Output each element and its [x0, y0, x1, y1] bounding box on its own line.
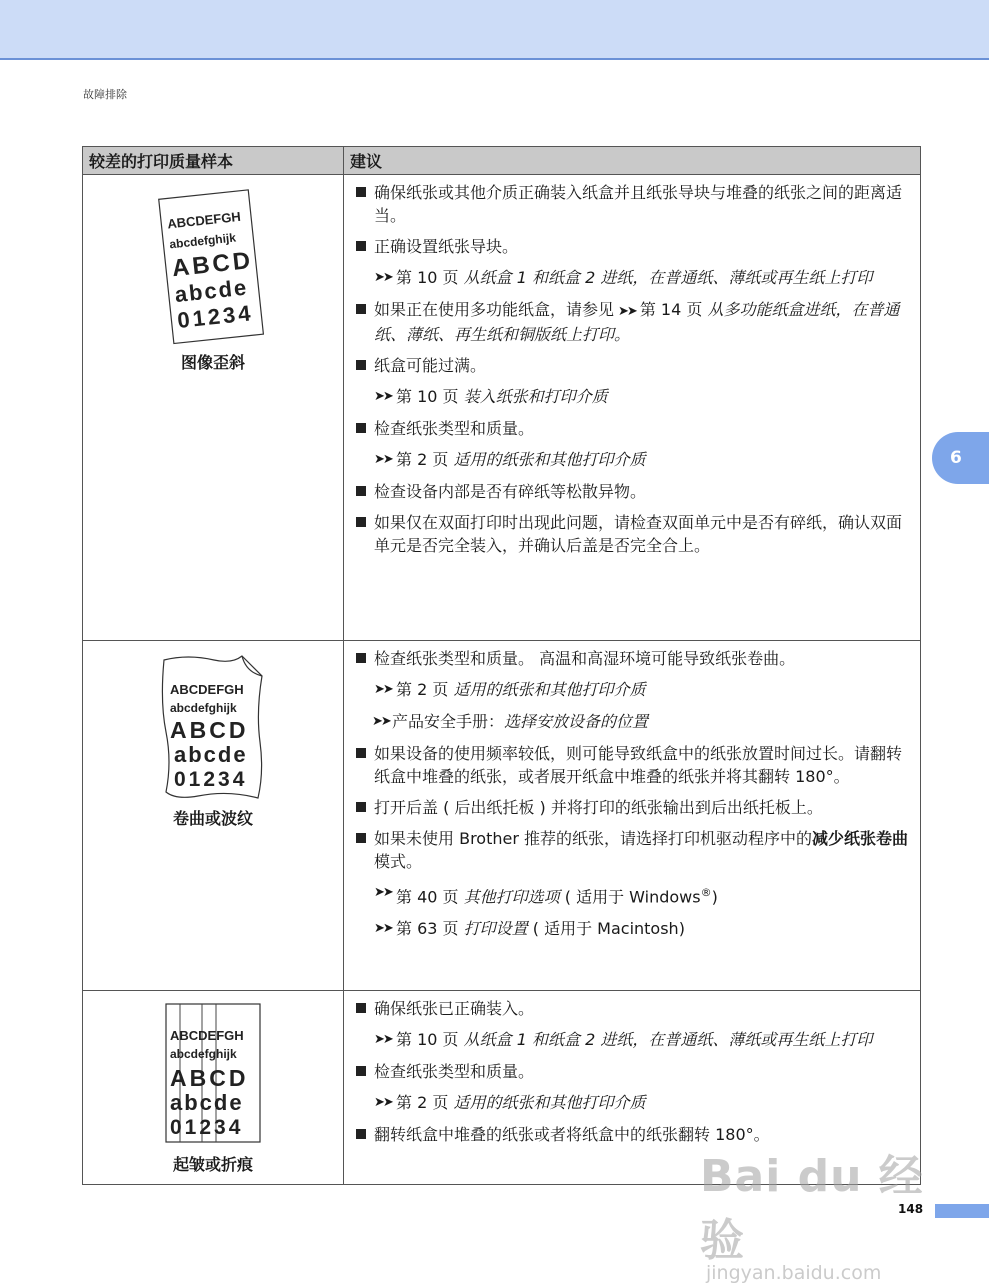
sample-caption: 卷曲或波纹	[172, 809, 253, 828]
ref-title[interactable]: 选择安放设备的位置	[504, 712, 649, 731]
list-item	[354, 1060, 914, 1083]
item-text: 如果设备的使用频率较低，则可能导致纸盒中的纸张放置时间过长。请翻转纸盒中堆叠的纸张，或者展开纸盒中堆叠的纸张并将其翻转 180°。	[374, 744, 903, 786]
list-item	[354, 511, 914, 557]
curled-page-icon	[158, 652, 268, 802]
item-text: 检查设备内部是否有碎纸等松散异物。	[374, 482, 647, 501]
ref-suffix: ( 适用于 Windows	[564, 887, 701, 907]
cross-reference[interactable]	[354, 266, 914, 289]
double-arrow-icon: ➤➤	[618, 304, 636, 319]
sample-line: 01234	[176, 300, 255, 333]
cross-reference[interactable]	[354, 678, 914, 701]
advice-cell	[344, 175, 921, 641]
cross-reference[interactable]	[354, 1091, 914, 1114]
double-arrow-icon: ➤➤	[374, 682, 392, 697]
list-item	[354, 997, 914, 1020]
ref-suffix: ( 适用于 Macintosh)	[532, 919, 685, 939]
sample-line: abcdefghijk	[168, 230, 237, 252]
square-bullet-icon	[356, 1066, 366, 1076]
item-text: 检查纸张类型和质量。	[374, 1062, 535, 1081]
square-bullet-icon	[356, 241, 366, 251]
cross-reference[interactable]	[354, 881, 914, 908]
item-text: 正确设置纸张导块。	[374, 237, 519, 256]
sample-line: abcde	[174, 742, 248, 767]
page-number: 148	[898, 1202, 924, 1216]
square-bullet-icon	[356, 423, 366, 433]
double-arrow-icon: ➤➤	[374, 1095, 392, 1110]
ref-title[interactable]: 从多功能纸盒进纸，在普通纸、薄纸、再生纸和铜版纸上打印。	[374, 300, 900, 344]
ref-page: 第 2 页	[396, 1093, 449, 1112]
chapter-number: 6	[950, 448, 962, 468]
sample-line: 01234	[174, 768, 248, 791]
ref-title[interactable]: 从纸盒 1 和纸盒 2 进纸，在普通纸、薄纸或再生纸上打印	[463, 1030, 873, 1049]
table-row	[83, 991, 921, 1185]
list-item	[354, 1123, 914, 1146]
watermark-main: Bai du 经验	[700, 1151, 924, 1266]
double-arrow-icon: ➤➤	[374, 270, 392, 285]
ref-title[interactable]: 打印设置	[463, 919, 528, 939]
registered-mark: ®	[700, 886, 712, 899]
footer-bar	[935, 1204, 989, 1218]
cross-reference[interactable]	[354, 710, 914, 733]
list-item	[354, 354, 914, 377]
sample-caption: 起皱或折痕	[172, 1155, 253, 1174]
double-arrow-icon: ➤➤	[374, 885, 392, 900]
cross-reference[interactable]	[354, 1028, 914, 1051]
square-bullet-icon	[356, 1129, 366, 1139]
cross-reference[interactable]	[354, 917, 914, 940]
advice-cell	[344, 991, 921, 1185]
list-item	[354, 827, 914, 873]
cross-reference[interactable]	[354, 385, 914, 408]
skewed-page-icon	[158, 186, 268, 346]
item-bold-text: 减少纸张卷曲	[812, 829, 909, 848]
ref-page: 第 63 页	[396, 919, 459, 939]
ref-page: 第 10 页	[396, 268, 459, 287]
double-arrow-icon: ➤➤	[372, 714, 390, 729]
item-text: 检查纸张类型和质量。 高温和高湿环境可能导致纸张卷曲。	[374, 649, 796, 668]
sample-line: abcdefghijk	[170, 701, 237, 715]
list-item	[354, 796, 914, 819]
watermark-sub: jingyan.baidu.com	[706, 1262, 882, 1284]
section-label: 故障排除	[83, 88, 127, 101]
ref-suffix: )	[711, 887, 718, 907]
square-bullet-icon	[356, 1003, 366, 1013]
ref-title[interactable]: 从纸盒 1 和纸盒 2 进纸，在普通纸、薄纸或再生纸上打印	[463, 268, 873, 287]
table-header-row	[83, 147, 921, 175]
ref-page: 第 10 页	[396, 387, 459, 406]
ref-title[interactable]: 适用的纸张和其他打印介质	[453, 1093, 646, 1112]
square-bullet-icon	[356, 517, 366, 527]
sample-line: abcde	[173, 274, 250, 308]
ref-page: 第 2 页	[396, 680, 449, 699]
ref-page: 第 2 页	[396, 450, 449, 469]
item-text: 如果仅在双面打印时出现此问题，请检查双面单元中是否有碎纸，确认双面单元是否完全装入，并确认后盖是否完全合上。	[374, 513, 903, 555]
ref-title[interactable]: 其他打印选项	[463, 887, 560, 907]
list-item	[354, 417, 914, 440]
double-arrow-icon: ➤➤	[374, 1032, 392, 1047]
table-row	[83, 175, 921, 641]
sample-line: ABCDEFGH	[166, 208, 242, 232]
sample-line: 01234	[170, 1116, 244, 1139]
item-text: 打开后盖 ( 后出纸托板 ) 并将打印的纸张输出到后出纸托板上。	[374, 798, 823, 817]
list-item	[354, 480, 914, 503]
item-text: 翻转纸盒中堆叠的纸张或者将纸盒中的纸张翻转 180°。	[374, 1125, 770, 1144]
item-text: 模式。	[374, 852, 423, 871]
ref-title[interactable]: 装入纸张和打印介质	[463, 387, 608, 406]
header-sample: 较差的打印质量样本	[83, 147, 344, 175]
sample-line: abcdefghijk	[170, 1047, 237, 1061]
list-item	[354, 181, 914, 227]
wrinkled-page-icon	[158, 998, 268, 1148]
ref-page: 产品安全手册：	[392, 712, 505, 731]
square-bullet-icon	[356, 653, 366, 663]
ref-page: 第 40 页	[396, 887, 459, 907]
sample-cell	[83, 641, 344, 991]
square-bullet-icon	[356, 802, 366, 812]
square-bullet-icon	[356, 748, 366, 758]
list-item	[354, 298, 914, 346]
item-text: 确保纸张已正确装入。	[374, 999, 535, 1018]
sample-line: ABCD	[170, 717, 249, 743]
header-advice: 建议	[344, 147, 921, 175]
item-text: 如果未使用 Brother 推荐的纸张，请选择打印机驱动程序中的	[374, 829, 813, 848]
double-arrow-icon: ➤➤	[374, 389, 392, 404]
sample-cell	[83, 991, 344, 1185]
advice-cell	[344, 641, 921, 991]
sample-caption: 图像歪斜	[180, 353, 245, 372]
item-text: 确保纸张或其他介质正确装入纸盒并且纸张导块与堆叠的纸张之间的距离适当。	[374, 183, 903, 225]
ref-title[interactable]: 适用的纸张和其他打印介质	[453, 680, 646, 699]
square-bullet-icon	[356, 360, 366, 370]
sample-line: ABCD	[170, 1065, 249, 1091]
square-bullet-icon	[356, 486, 366, 496]
ref-page: 第 14 页	[639, 300, 703, 319]
header-band	[0, 0, 989, 60]
square-bullet-icon	[356, 304, 366, 314]
square-bullet-icon	[356, 187, 366, 197]
list-item	[354, 235, 914, 258]
ref-page: 第 10 页	[396, 1030, 459, 1049]
list-item	[354, 647, 914, 670]
double-arrow-icon: ➤➤	[374, 452, 392, 467]
sample-line: ABCDEFGH	[170, 1028, 244, 1043]
cross-reference[interactable]	[354, 448, 914, 471]
item-text: 纸盒可能过满。	[374, 356, 487, 375]
list-item	[354, 742, 914, 788]
sample-line: ABCD	[170, 246, 255, 283]
square-bullet-icon	[356, 833, 366, 843]
item-text: 如果正在使用多功能纸盒，请参见	[374, 300, 615, 319]
sample-line: abcde	[170, 1090, 244, 1115]
print-quality-table	[82, 146, 921, 1185]
sample-line: ABCDEFGH	[170, 682, 244, 697]
ref-title[interactable]: 适用的纸张和其他打印介质	[453, 450, 646, 469]
table-row	[83, 641, 921, 991]
chapter-tab[interactable]	[932, 432, 989, 484]
double-arrow-icon: ➤➤	[374, 921, 392, 937]
sample-cell	[83, 175, 344, 641]
item-text: 检查纸张类型和质量。	[374, 419, 535, 438]
